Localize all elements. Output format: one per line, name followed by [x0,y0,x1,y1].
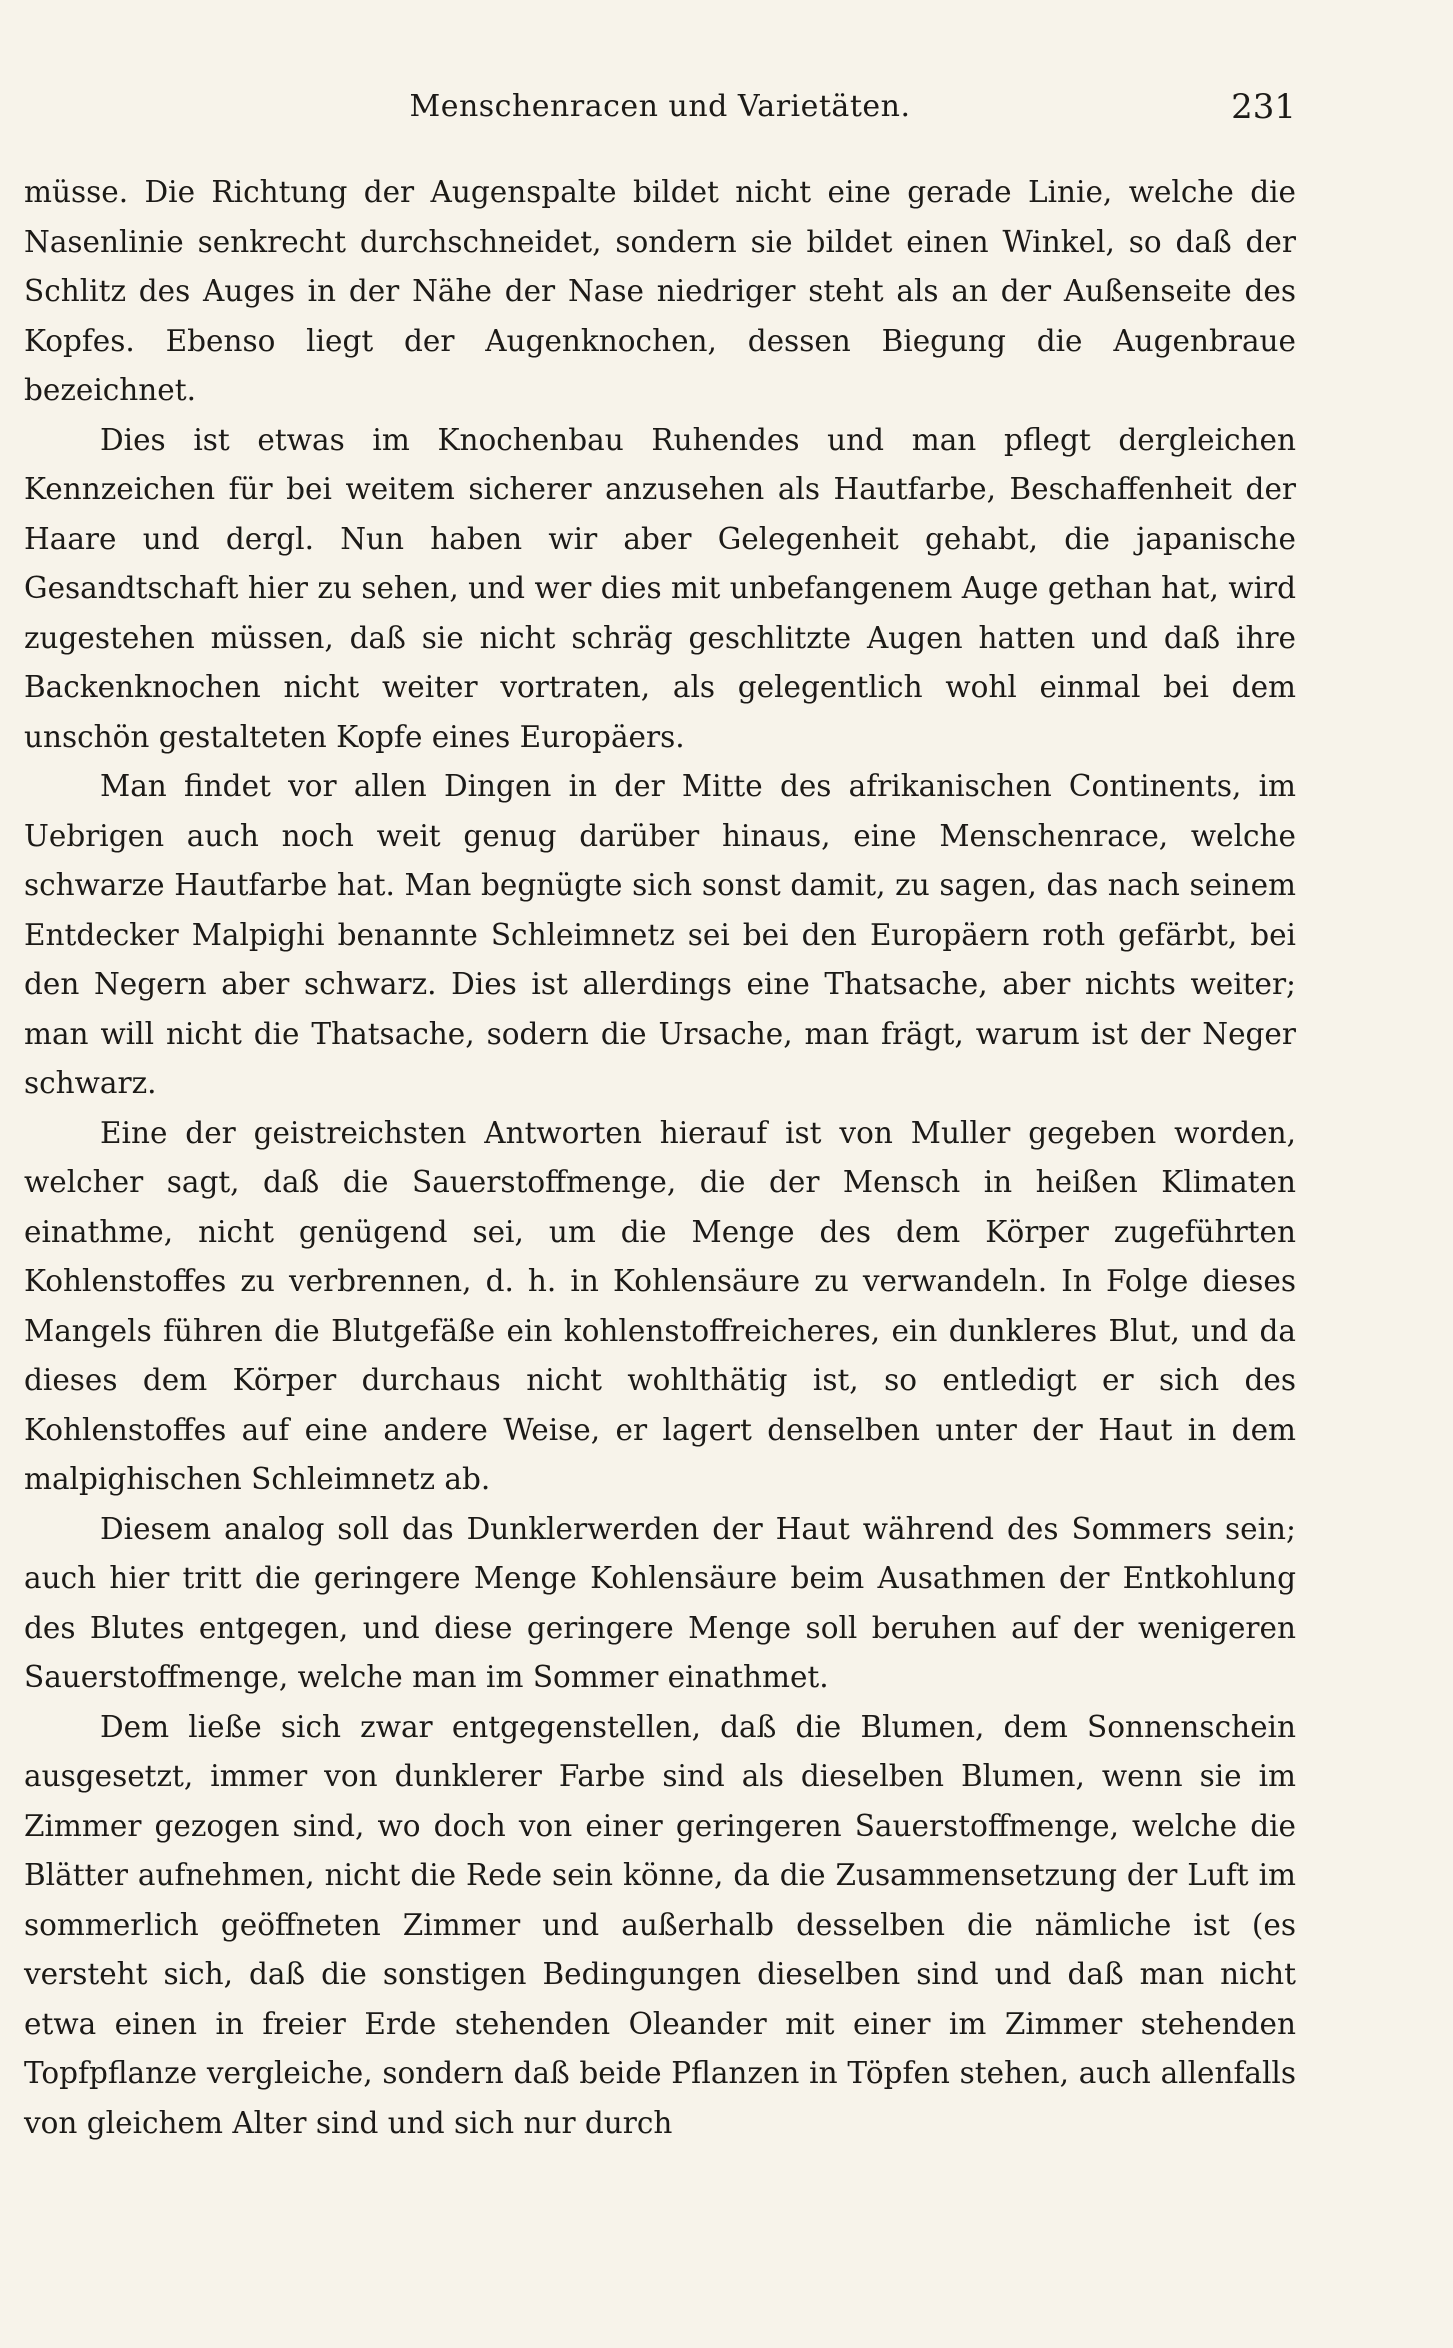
paragraph: Man findet vor allen Dingen in der Mitte des afrikanischen Continents, im Uebrigen auch noch weit genug darüber hinaus, eine Menschenrace, welche schwarze Hautfarbe hat. Man begnügte sich sonst damit, zu sagen, das nach seinem Entdecker Malpighi benannte Schleimnetz sei bei den Europäern roth gefärbt, bei den Negern aber schwarz. Dies ist allerdings eine Thatsache, aber nichts weiter; man will nicht die Thatsache, sodern die Ursache, man frägt, warum ist der Neger schwarz. [24,769,1296,1100]
running-title: Menschenracen und Varietäten. [409,89,911,124]
paragraph: Dies ist etwas im Knochenbau Ruhendes und man pflegt dergleichen Kennzeichen für bei weitem sicherer anzusehen als Hautfarbe, Beschaffenheit der Haare und dergl. Nun haben wir aber Gelegenheit gehabt, die japanische Gesandtschaft hier zu sehen, und wer dies mit unbefangenem Auge gethan hat, wird zugestehen müssen, daß sie nicht schräg geschlitzte Augen hatten und daß ihre Backenknochen nicht weiter vortraten, als gelegentlich wohl einmal bei dem unschön gestalteten Kopfe eines Europäers. [24,422,1296,754]
paragraph: Eine der geistreichsten Antworten hierauf ist von Muller gegeben worden, welcher sagt, daß die Sauerstoffmenge, die der Mensch in heißen Klimaten einathme, nicht genügend sei, um die Menge des dem Körper zugeführten Kohlenstoffes zu verbrennen, d. h. in Kohlensäure zu verwandeln. In Folge dieses Mangels führen die Blutgefäße ein kohlenstoffreicheres, ein dunkleres Blut, und da dieses dem Körper durchaus nicht wohlthätig ist, so entledigt er sich des Kohlenstoffes auf eine andere Weise, er lagert denselben unter der Haut in dem malpighischen Schleimnetz ab. [24,1115,1296,1496]
body-text [24,168,1296,2148]
paragraph-continued: müsse. Die Richtung der Augenspalte bildet nicht eine gerade Linie, welche die Nasenlinie senkrecht durchschneidet, sondern sie bildet einen Winkel, so daß der Schlitz des Auges in der Nähe der Nase niedriger steht als an der Außenseite des Kopfes. Ebenso liegt der Augenknochen, dessen Biegung die Augenbraue bezeichnet. [24,175,1296,407]
paragraph: Dem ließe sich zwar entgegenstellen, daß die Blumen, dem Sonnenschein ausgesetzt, immer von dunklerer Farbe sind als dieselben Blumen, wenn sie im Zimmer gezogen sind, wo doch von einer geringeren Sauerstoffmenge, welche die Blätter aufnehmen, nicht die Rede sein könne, da die Zusammensetzung der Luft im sommerlich geöffneten Zimmer und außerhalb desselben die nämliche ist (es versteht sich, daß die sonstigen Bedingungen dieselben sind und daß man nicht etwa einen in freier Erde stehenden Oleander mit einer im Zimmer stehenden Topfpflanze vergleiche, sondern daß beide Pflanzen in Töpfen stehen, auch allenfalls von gleichem Alter sind und sich nur durch [24,1709,1296,2140]
page-number: 231 [1231,87,1296,127]
page-header [24,82,1296,132]
paragraph: Diesem analog soll das Dunklerwerden der Haut während des Sommers sein; auch hier tritt die geringere Menge Kohlensäure beim Ausathmen der Entkohlung des Blutes entgegen, und diese geringere Menge soll beruhen auf der wenigeren Sauerstoffmenge, welche man im Sommer einathmet. [24,1511,1296,1694]
